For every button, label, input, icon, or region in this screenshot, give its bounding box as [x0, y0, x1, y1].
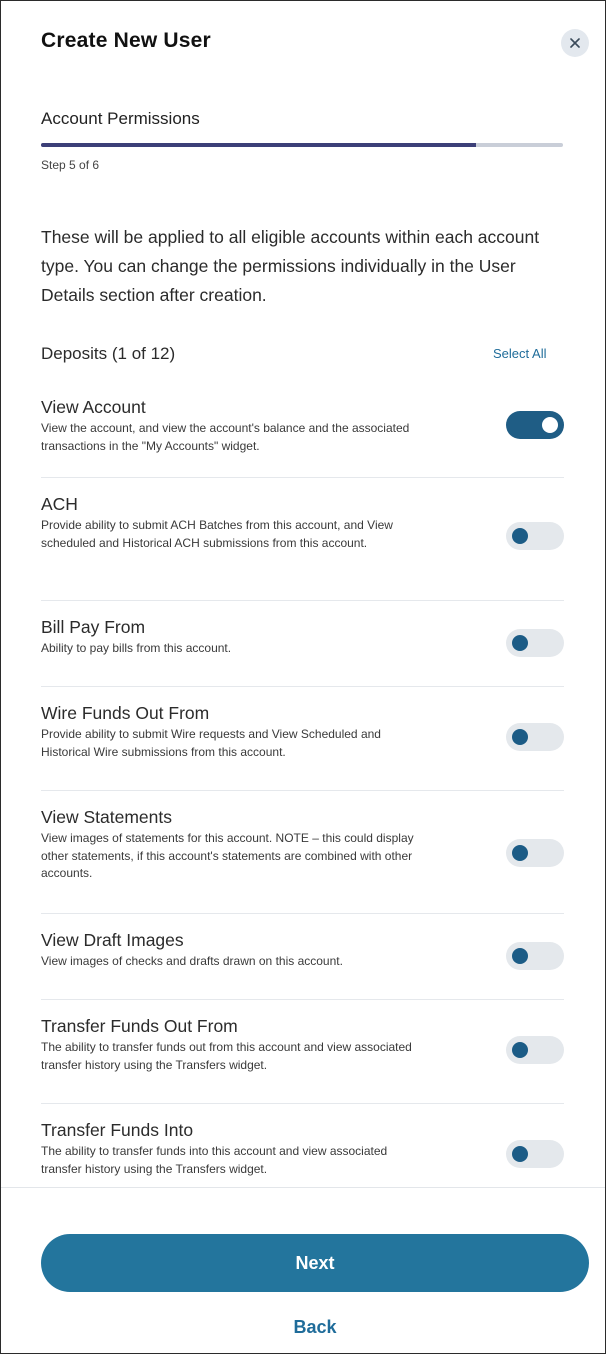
intro-text: These will be applied to all eligible accounts within each account type. You can change the permissions individually in the User Details section after creation. — [41, 227, 540, 305]
progress-bar — [41, 143, 563, 147]
close-button[interactable] — [561, 29, 589, 57]
dialog-title: Create New User — [41, 29, 211, 52]
permission-toggle-transfer-funds-out-from[interactable] — [506, 1036, 564, 1064]
permission-name: View Account — [41, 397, 146, 417]
permission-description: View images of checks and drafts drawn on this account. — [41, 954, 343, 968]
permission-description: The ability to transfer funds out from this account and view associated transfer history using the Transfers widget. — [41, 1040, 412, 1072]
permission-row-ach — [41, 478, 564, 601]
permission-description: Provide ability to submit Wire requests and View Scheduled and Historical Wire submissions from this account. — [41, 727, 381, 759]
permission-name: Transfer Funds Out From — [41, 1016, 238, 1036]
close-icon — [570, 38, 580, 48]
permission-description: Ability to pay bills from this account. — [41, 641, 232, 655]
toggle-knob — [512, 528, 528, 544]
permission-toggle-wire-funds-out-from[interactable] — [506, 723, 564, 751]
permission-toggle-view-statements[interactable] — [506, 839, 564, 867]
toggle-knob — [512, 948, 528, 964]
select-all-link[interactable]: Select All — [493, 346, 547, 361]
permission-name: Bill Pay From — [41, 617, 146, 637]
permission-description: The ability to transfer funds into this account and view associated transfer history using the Transfers widget. — [41, 1144, 388, 1176]
permission-name: Wire Funds Out From — [41, 703, 210, 723]
permission-row-wire-funds-out-from — [41, 687, 564, 791]
permission-name: Transfer Funds Into — [41, 1120, 194, 1140]
progress-bar-fill — [41, 143, 476, 147]
permission-description: View images of statements for this account. NOTE – this could display other statements, if this account's statements are combined with other accounts. — [41, 831, 414, 880]
permission-row-view-statements — [41, 791, 564, 914]
permission-description: Provide ability to submit ACH Batches from this account, and View scheduled and Historical ACH submissions from this account. — [41, 518, 393, 550]
section-title: Deposits (1 of 12) — [41, 344, 176, 363]
permission-list — [41, 381, 564, 1188]
permission-name: ACH — [41, 494, 78, 514]
permission-toggle-view-account[interactable] — [506, 411, 564, 439]
next-button[interactable]: Next — [41, 1234, 589, 1292]
permission-toggle-transfer-funds-into[interactable] — [506, 1140, 564, 1168]
toggle-knob — [512, 1042, 528, 1058]
permission-name: View Draft Images — [41, 930, 184, 950]
toggle-knob — [512, 635, 528, 651]
toggle-knob — [542, 417, 558, 433]
toggle-knob — [512, 729, 528, 745]
permission-row-view-draft-images — [41, 914, 564, 1000]
footer-divider — [1, 1187, 605, 1188]
step-counter: Step 5 of 6 — [41, 158, 100, 172]
toggle-knob — [512, 1146, 528, 1162]
step-title: Account Permissions — [41, 109, 200, 128]
permission-toggle-bill-pay-from[interactable] — [506, 629, 564, 657]
permission-toggle-ach[interactable] — [506, 522, 564, 550]
back-link[interactable]: Back — [293, 1317, 337, 1337]
permission-row-transfer-funds-out-from — [41, 1000, 564, 1104]
permission-row-view-account — [41, 381, 564, 478]
permission-row-transfer-funds-into — [41, 1104, 564, 1188]
permission-row-bill-pay-from — [41, 601, 564, 687]
permission-description: View the account, and view the account's balance and the associated transactions in the "My Accounts" widget. — [41, 421, 410, 453]
permission-name: View Statements — [41, 807, 172, 827]
toggle-knob — [512, 845, 528, 861]
permission-toggle-view-draft-images[interactable] — [506, 942, 564, 970]
